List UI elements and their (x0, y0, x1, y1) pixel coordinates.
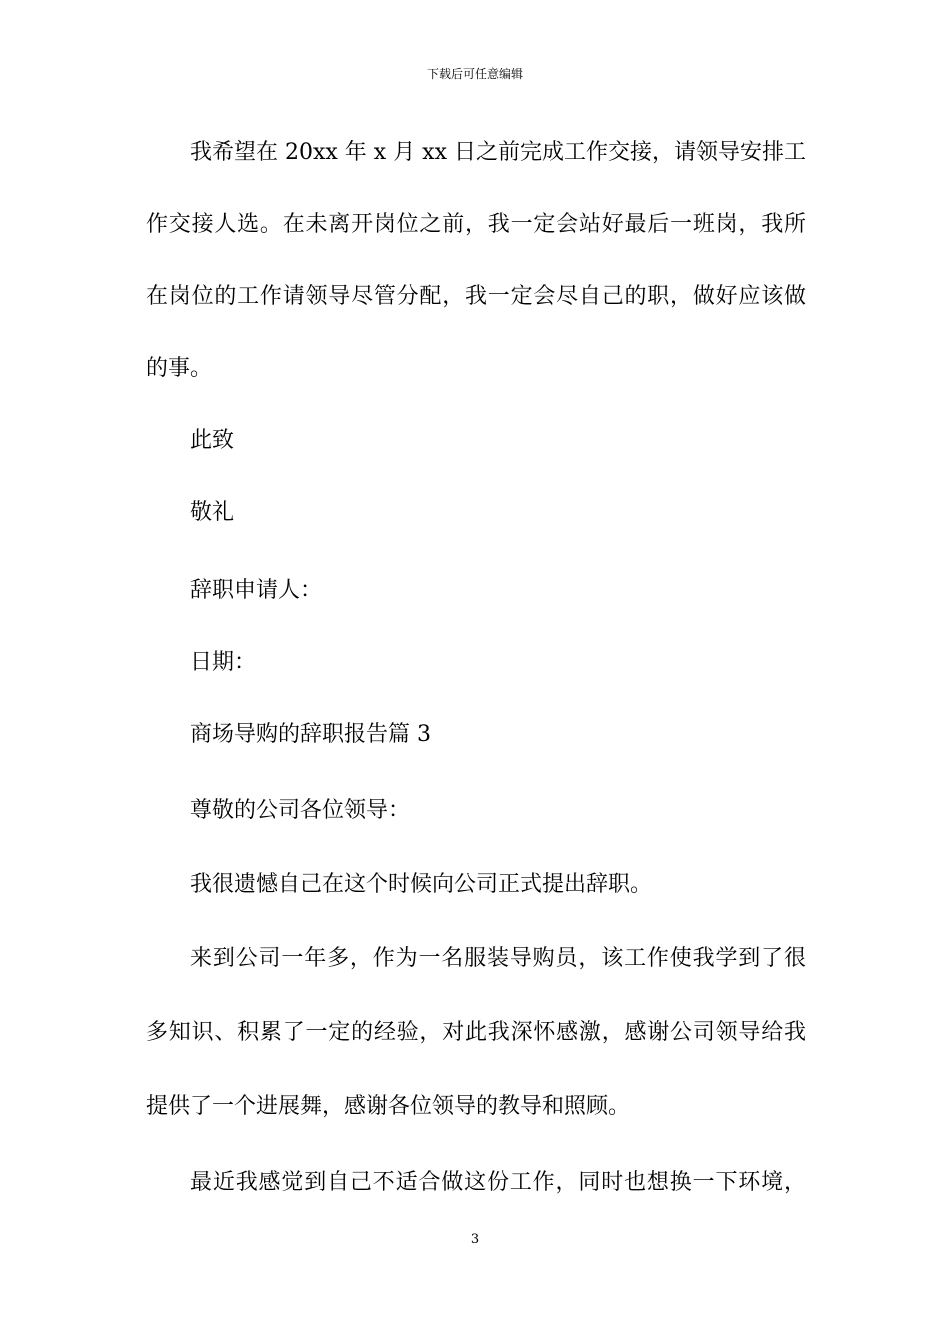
paragraph-line (146, 1018, 806, 1048)
line-text: 我很遗憾自己在这个时候向公司正式提出辞职。 (190, 872, 653, 897)
line-text: 最近我感觉到自己不适合做这份工作，同时也想换一下环境， (190, 1170, 806, 1195)
signature-line (190, 576, 322, 606)
line-text: 我希望在 20xx 年 x 月 xx 日之前完成工作交接，请领导安排工 (190, 140, 806, 165)
page-header: 下载后可任意编辑 (426, 67, 523, 81)
line-text: 敬礼 (190, 500, 235, 525)
page-number: 3 (470, 1232, 480, 1247)
line-text: 辞职申请人： (190, 578, 323, 603)
paragraph-line (146, 354, 212, 384)
paragraph-line (146, 1092, 630, 1122)
line-text: 来到公司一年多，作为一名服装导购员，该工作使我学到了很 (190, 946, 806, 971)
paragraph-line (190, 138, 806, 168)
salutation-line (190, 796, 410, 826)
closing-line (190, 498, 234, 528)
paragraph-line (190, 1168, 806, 1198)
closing-line (190, 426, 234, 456)
line-text: 的事。 (146, 356, 213, 381)
line-text: 此致 (190, 428, 235, 453)
paragraph-line (146, 282, 806, 312)
paragraph-line (190, 944, 806, 974)
line-text: 提供了一个进展舞，感谢各位领导的教导和照顾。 (146, 1094, 631, 1119)
line-text: 在岗位的工作请领导尽管分配，我一定会尽自己的职，做好应该做 (146, 284, 806, 309)
line-text: 尊敬的公司各位领导： (190, 798, 411, 823)
line-text: 日期： (190, 650, 257, 675)
paragraph-line (190, 870, 652, 900)
paragraph-line (146, 210, 806, 240)
line-text: 多知识、积累了一定的经验，对此我深怀感激，感谢公司领导给我 (146, 1020, 806, 1045)
line-text: 商场导购的辞职报告篇 3 (190, 722, 431, 747)
line-text: 作交接人选。在未离开岗位之前，我一定会站好最后一班岗，我所 (146, 212, 806, 237)
section-title (190, 720, 431, 750)
date-line (190, 648, 256, 678)
